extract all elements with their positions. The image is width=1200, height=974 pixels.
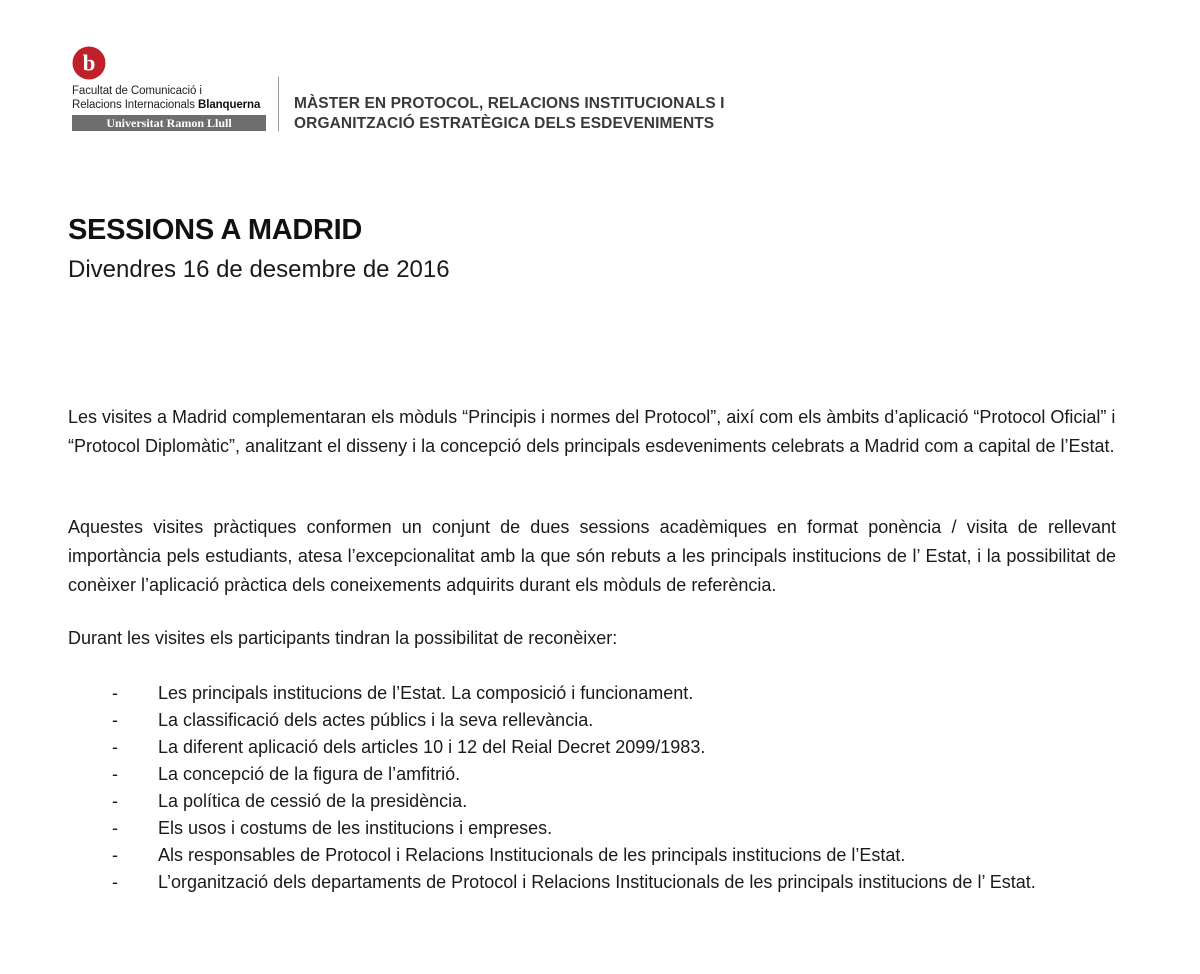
faculty-name-prefix: Relacions Internacionals (72, 99, 195, 111)
list-item-text: L’organització dels departaments de Protocol i Relacions Institucionals de les principals institucions de l’ Estat. (158, 872, 1036, 892)
list-item-text: La política de cessió de la presidència. (158, 791, 468, 811)
svg-text:b: b (82, 50, 96, 76)
bullet-dash: - (112, 737, 118, 757)
bullet-dash: - (112, 818, 118, 838)
list-item (68, 788, 1116, 815)
list-item (68, 842, 1116, 869)
list-item (68, 761, 1116, 788)
list-item-text: La concepció de la figura de l’amfitrió. (158, 764, 461, 784)
list-item-text: Els usos i costums de les institucions i empreses. (158, 818, 553, 838)
header-divider (278, 77, 279, 131)
list-item (68, 707, 1116, 734)
master-title-line1: MÀSTER EN PROTOCOL, RELACIONS INSTITUCIONALS I (294, 95, 725, 112)
list-item-text: La diferent aplicació dels articles 10 i 12 del Reial Decret 2099/1983. (158, 737, 706, 757)
page-title: SESSIONS A MADRID (68, 214, 363, 246)
faculty-name-line1: Facultat de Comunicació i (72, 85, 202, 97)
blanquerna-logo (70, 44, 270, 134)
document-header (70, 44, 770, 140)
visits-paragraph: Aquestes visites pràctiques conformen un conjunt de dues sessions acadèmiques en format ponència / visita de rellevant importància pels estudiants, atesa l’excepcionalitat amb la que són rebuts a les principals institucions de l’ Estat, i la possibilitat de conèixer l’aplicació pràctica dels coneixements adquirits durant els mòduls de referència. (68, 517, 1116, 595)
list-item (68, 815, 1116, 842)
master-title-line2: ORGANITZACIÓ ESTRATÈGICA DELS ESDEVENIMENTS (294, 115, 715, 132)
university-name: Universitat Ramon Llull (72, 115, 266, 131)
bullet-dash: - (112, 791, 118, 811)
list-intro-paragraph: Durant les visites els participants tindran la possibilitat de reconèixer: (68, 628, 618, 648)
list-item-text: Les principals institucions de l’Estat. La composició i funcionament. (158, 683, 694, 703)
list-item-text: Als responsables de Protocol i Relacions Institucionals de les principals institucions de l’Estat. (158, 845, 906, 865)
bullet-dash: - (112, 683, 118, 703)
faculty-brand: Blanquerna (198, 99, 261, 111)
bullet-dash: - (112, 845, 118, 865)
page-subtitle-date: Divendres 16 de desembre de 2016 (68, 256, 450, 283)
blanquerna-b-logo-icon (72, 46, 106, 80)
intro-paragraph: Les visites a Madrid complementaran els mòduls “Principis i normes del Protocol”, així com els àmbits d’aplicació “Protocol Oficial” i “Protocol Diplomàtic”, analitzant el disseny i la concepció dels principals esdeveniments celebrats a Madrid com a capital de l’Estat. (68, 407, 1116, 456)
list-item (68, 734, 1116, 761)
master-title (294, 94, 725, 134)
learning-points-list (68, 680, 1116, 896)
bullet-dash: - (112, 764, 118, 784)
bullet-dash: - (112, 710, 118, 730)
faculty-name-line2 (72, 98, 260, 112)
bullet-dash: - (112, 872, 118, 892)
list-item (68, 680, 1116, 707)
list-item-text: La classificació dels actes públics i la seva rellevància. (158, 710, 594, 730)
list-item (68, 869, 1116, 896)
